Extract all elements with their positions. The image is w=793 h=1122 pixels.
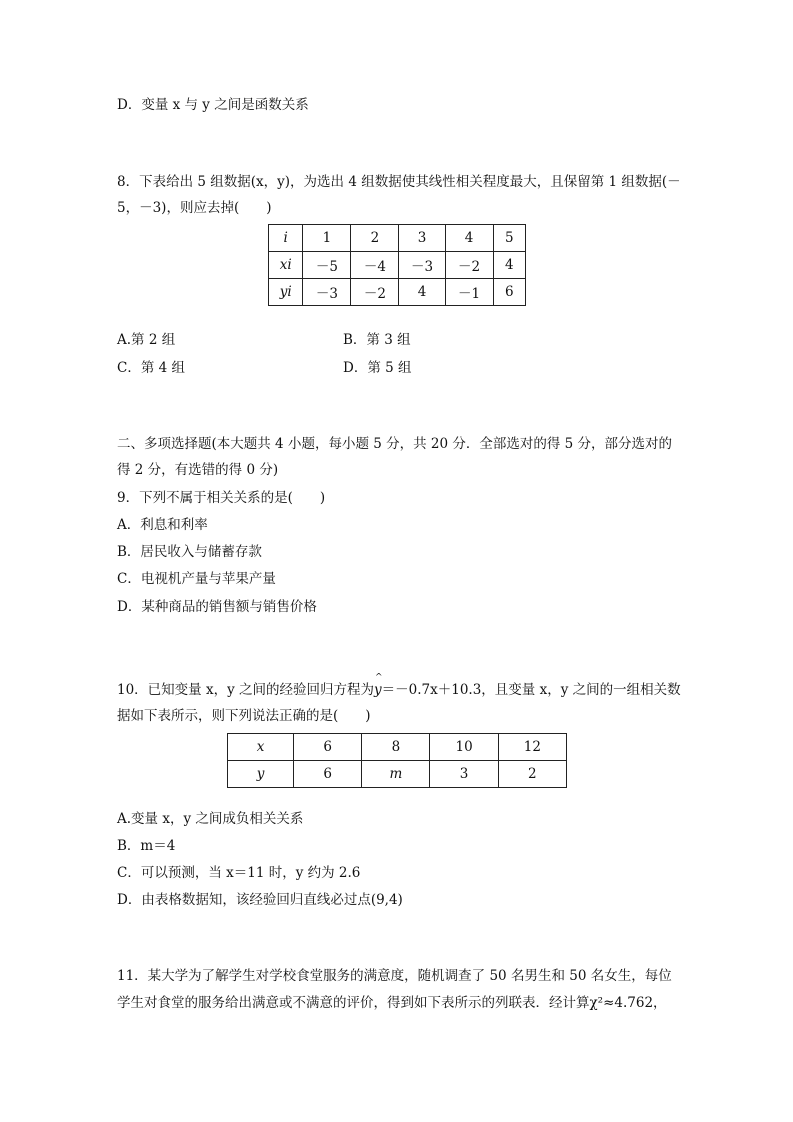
q8-stem-line1: 8．下表给出 5 组数据(x，y)，为选出 4 组数据使其线性相关程度最大，且保留第 1 组数据(－	[117, 174, 681, 190]
table-cell: 3	[399, 225, 445, 252]
table-cell: －2	[445, 252, 493, 279]
table-cell: yi	[269, 279, 303, 306]
q10-data-table	[227, 733, 567, 788]
table-row	[228, 761, 567, 788]
table-cell: －1	[445, 279, 493, 306]
q9-option-d: D．某种商品的销售额与销售价格	[117, 599, 317, 615]
q10-option-c: C．可以预测，当 x＝11 时，y 约为 2.6	[117, 865, 361, 881]
q10-option-d: D．由表格数据知，该经验回归直线必过点(9,4)	[117, 892, 403, 908]
table-cell: 4	[399, 279, 445, 306]
q11-stem-line2: 学生对食堂的服务给出满意或不满意的评价，得到如下表所示的列联表．经计算χ²≈4.762，	[117, 995, 667, 1011]
q10-stem-line1	[117, 680, 681, 700]
table-cell: 2	[498, 761, 566, 788]
table-row	[269, 225, 526, 252]
q9-option-c: C．电视机产量与苹果产量	[117, 571, 276, 587]
table-cell: x	[228, 734, 294, 761]
table-cell: －3	[303, 279, 351, 306]
q10-option-a: A.变量 x，y 之间成负相关关系	[117, 811, 304, 827]
table-cell: xi	[269, 252, 303, 279]
table-cell: －2	[351, 279, 399, 306]
table-cell: 5	[493, 225, 525, 252]
table-cell: 1	[303, 225, 351, 252]
q8-option-b: B．第 3 组	[343, 332, 411, 348]
q10-stem-suffix: ＝－0.7x＋10.3，且变量 x，y 之间的一组相关数	[381, 682, 681, 698]
table-cell: 6	[294, 734, 362, 761]
q10-option-b: B．m＝4	[117, 838, 176, 854]
q8-option-c: C．第 4 组	[117, 360, 186, 376]
table-cell: m	[362, 761, 430, 788]
table-cell: 3	[430, 761, 498, 788]
q8-data-table	[268, 224, 526, 306]
table-cell: 6	[493, 279, 525, 306]
q9-option-a: A．利息和利率	[117, 517, 208, 533]
section-2-heading-line1: 二、多项选择题(本大题共 4 小题，每小题 5 分，共 20 分．全部选对的得 5 分，部分选对的	[117, 436, 673, 452]
q8-stem-line2: 5，－3)，则应去掉( )	[117, 200, 272, 216]
table-cell: 6	[294, 761, 362, 788]
q8-option-a: A.第 2 组	[117, 332, 176, 348]
table-cell: 4	[493, 252, 525, 279]
table-cell: 10	[430, 734, 498, 761]
table-cell: 2	[351, 225, 399, 252]
q10-stem-line2: 据如下表所示，则下列说法正确的是( )	[117, 708, 371, 724]
q11-stem-line1: 11．某大学为了解学生对学校食堂服务的满意度，随机调查了 50 名男生和 50 名女生，每位	[117, 968, 672, 984]
table-row	[269, 279, 526, 306]
table-row	[228, 734, 567, 761]
y-hat-symbol: ^ y	[374, 680, 382, 700]
q8-option-d: D．第 5 组	[343, 360, 412, 376]
table-row	[269, 252, 526, 279]
table-cell: －3	[399, 252, 445, 279]
table-cell: 12	[498, 734, 566, 761]
table-cell: 8	[362, 734, 430, 761]
q7-option-d: D．变量 x 与 y 之间是函数关系	[117, 97, 309, 113]
table-cell: y	[228, 761, 294, 788]
table-cell: 4	[445, 225, 493, 252]
table-cell: －5	[303, 252, 351, 279]
q10-stem-prefix: 10．已知变量 x，y 之间的经验回归方程为	[117, 682, 375, 698]
table-cell: i	[269, 225, 303, 252]
table-cell: －4	[351, 252, 399, 279]
q9-option-b: B．居民收入与储蓄存款	[117, 544, 262, 560]
q9-stem: 9．下列不属于相关关系的是( )	[117, 490, 326, 506]
section-2-heading-line2: 得 2 分，有选错的得 0 分)	[117, 462, 279, 478]
